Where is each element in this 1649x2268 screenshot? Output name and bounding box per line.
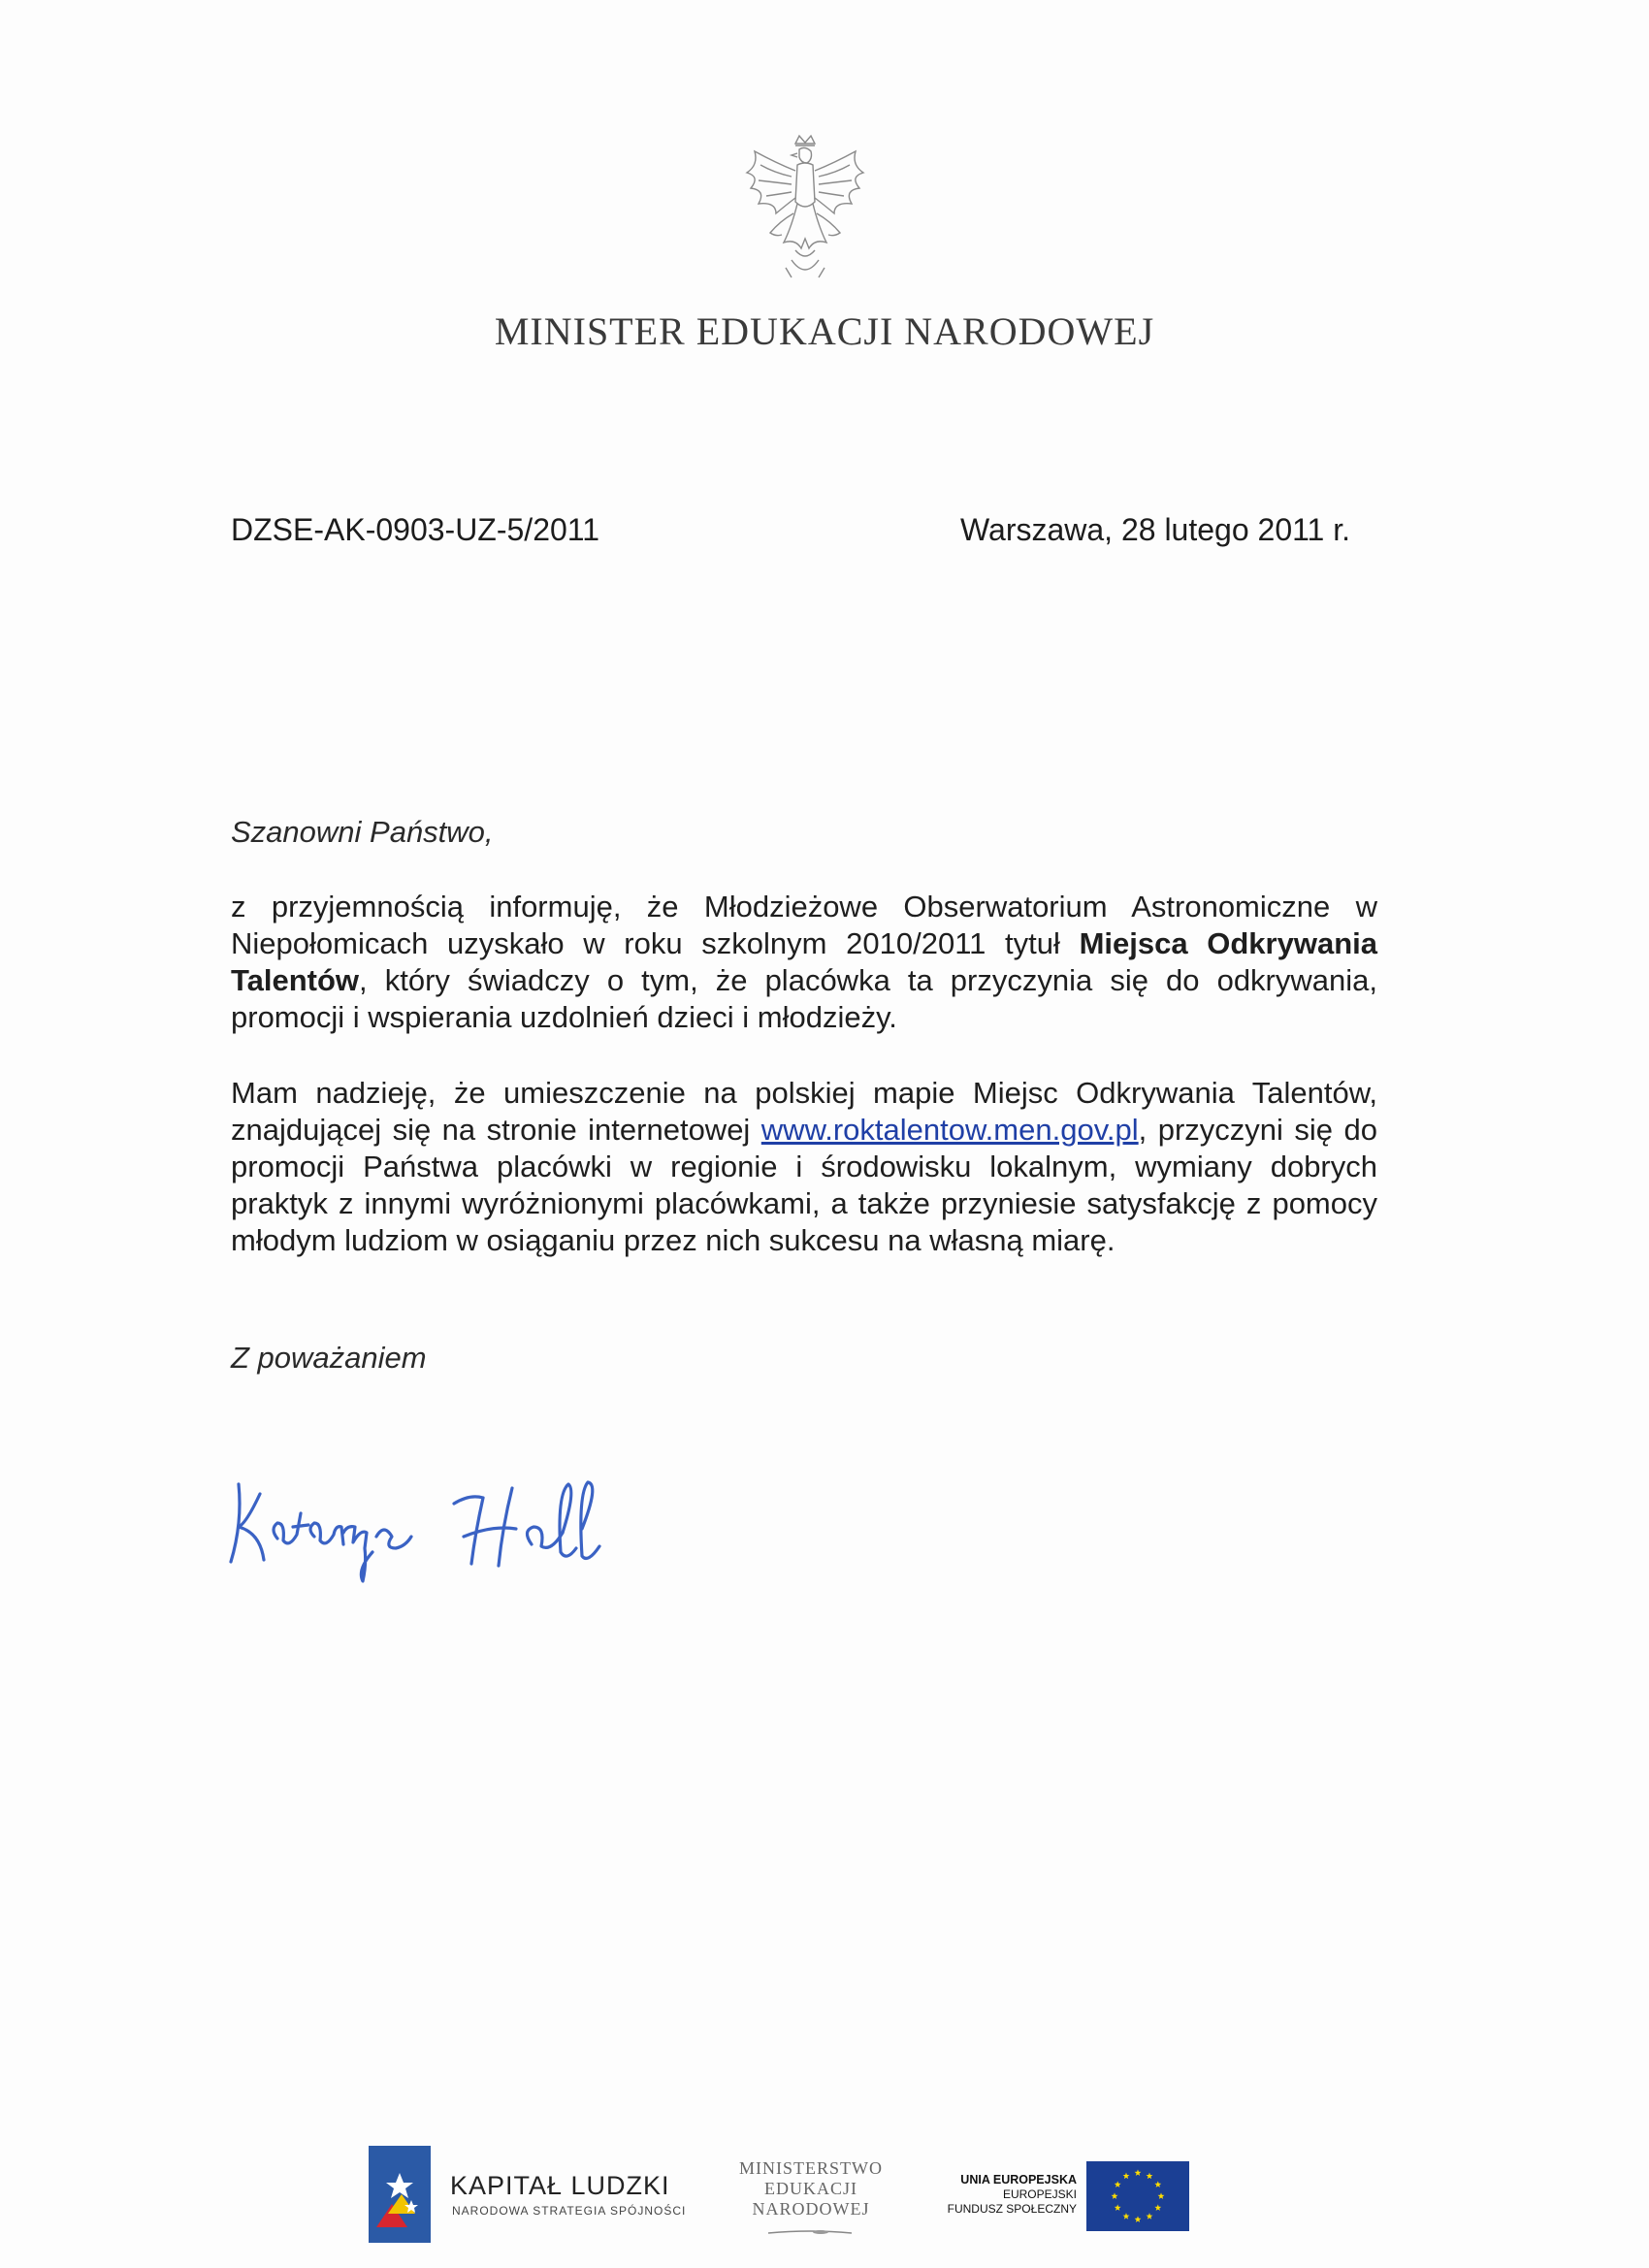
paragraph-1 (231, 889, 1377, 1036)
paragraph-2 (231, 1075, 1377, 1259)
eu-flag-icon (1086, 2161, 1189, 2231)
closing: Z poważaniem (231, 1341, 427, 1375)
letterhead-title: MINISTER EDUKACJI NARODOWEJ (494, 309, 1155, 353)
kapital-ludzki-title: KAPITAŁ LUDZKI (450, 2171, 670, 2200)
reference-number: DZSE-AK-0903-UZ-5/2011 (231, 512, 599, 547)
paragraph-2-text: Mam nadzieję, że umieszczenie na polskiej mapie Miejsc Odkrywania Talentów, znajdującej się na stronie internetowej (231, 1076, 1377, 1147)
website-link[interactable]: www.roktalentow.men.gov.pl (760, 1113, 1139, 1147)
eu-line-2: EUROPEJSKI (1002, 2187, 1077, 2201)
eu-line-1: UNIA EUROPEJSKA (960, 2173, 1077, 2187)
paragraph-1-continuation: , który świadczy o tym, że placówka ta przyczynia się do odkrywania, promocji i wspierania uzdolnień dzieci i młodzieży. (231, 963, 1377, 1034)
ministry-line-1: MINISTERSTWO (739, 2158, 883, 2178)
signature (221, 1455, 726, 1610)
kapital-ludzki-subtitle: NARODOWA STRATEGIA SPÓJNOŚCI (452, 2204, 687, 2218)
eu-text (902, 2173, 1077, 2217)
ministry-line-2: EDUKACJI (764, 2179, 857, 2198)
paragraph-2-continuation: , przyczyni się do promocji Państwa placówki w regionie i środowisku lokalnym, wymiany dobrych praktyk z innymi wyróżnionymi placówkami, a także przyniesie satysfakcję z pomocy młodym ludziom w osiąganiu przez nich sukcesu na własną miarę. (231, 1113, 1377, 1257)
eagle-emblem-icon (737, 134, 873, 285)
place-and-date: Warszawa, 28 lutego 2011 r. (960, 512, 1350, 547)
ministry-logo (724, 2158, 898, 2219)
title-highlight: Miejsca Odkrywania Talentów (231, 926, 1377, 997)
eu-line-3: FUNDUSZ SPOŁECZNY (947, 2202, 1077, 2216)
kapital-ludzki-logo-icon (369, 2146, 431, 2243)
ministry-swoosh-icon (766, 2227, 854, 2237)
ministry-line-3: NARODOWEJ (752, 2199, 870, 2219)
salutation: Szanowni Państwo, (231, 815, 494, 849)
paragraph-1-text: z przyjemnością informuję, że Młodzieżowe Obserwatorium Astronomiczne w Niepołomicach uzyskało w roku szkolnym 2010/2011 tytuł (231, 890, 1377, 960)
